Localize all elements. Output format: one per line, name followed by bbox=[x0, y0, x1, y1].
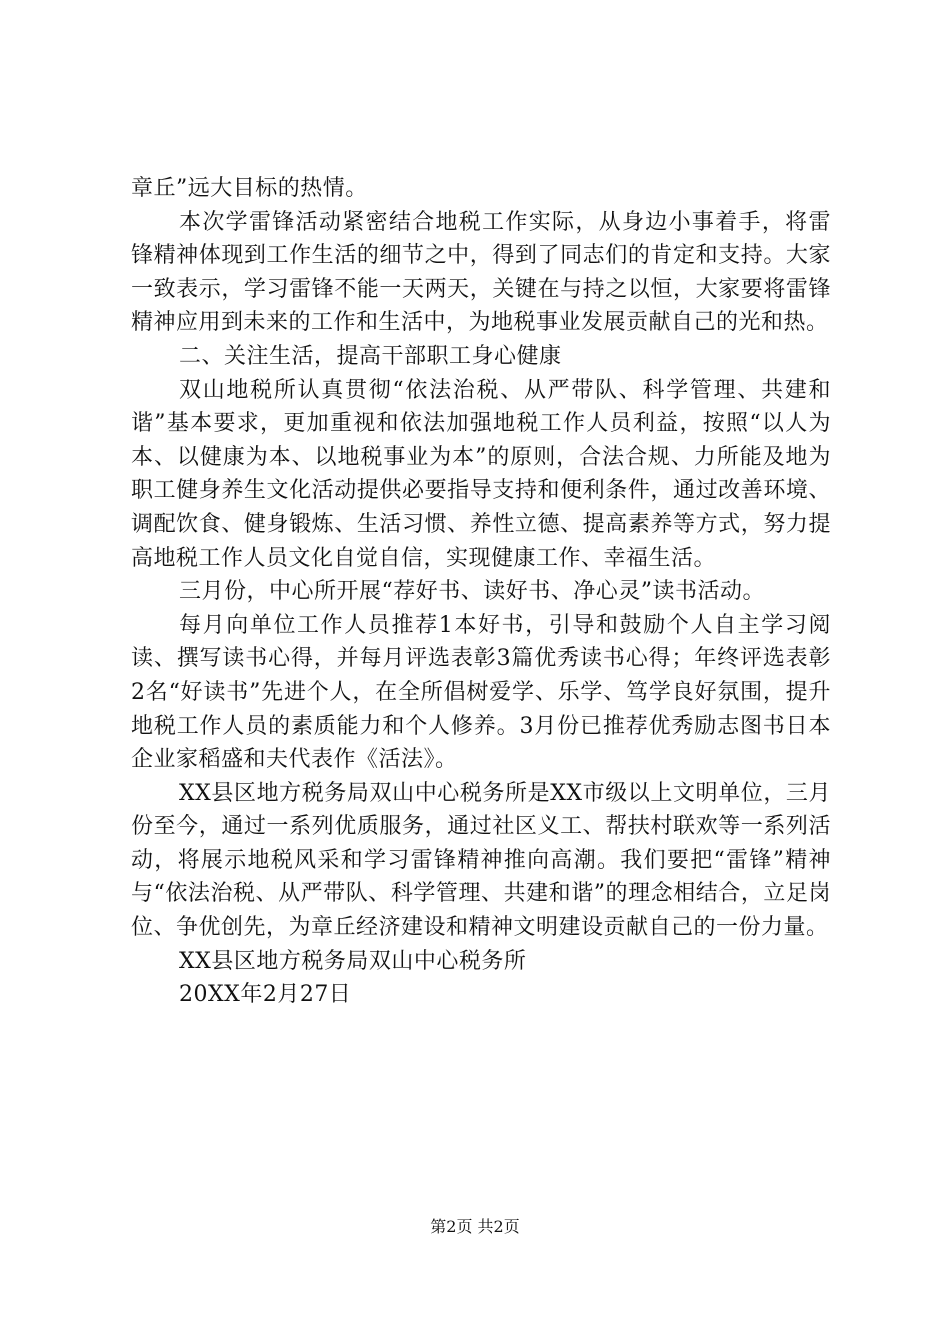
signature-organization: XX县区地方税务局双山中心税务所 bbox=[179, 948, 527, 974]
paragraph-monthly-book: 每月向单位工作人员推荐1本好书，引导和鼓励个人自主学习阅读、撰写读书心得，并每月评选表彰3篇优秀读书心得；年终评选表彰2名“好读书”先进个人，在全所倡树爱学、乐学、笃学良好氛围，提升地税工作人员的素质能力和个人修养。3月份已推荐优秀励志图书日本企业家稻盛和夫代表作《活法》。 bbox=[131, 612, 831, 773]
page-number-footer: 第2页 共2页 bbox=[430, 1217, 520, 1236]
section-heading-health: 二、关注生活，提高干部职工身心健康 bbox=[179, 343, 562, 369]
paragraph-civilized-unit: XX县区地方税务局双山中心税务所是XX市级以上文明单位，三月份至今，通过一系列优质服务，通过社区义工、帮扶村联欢等一系列活动，将展示地税风采和学习雷锋精神推向高潮。我们要把“雷锋”精神与“依法治税、从严带队、科学管理、共建和谐”的理念相结合，立足岗位、争优创先，为章丘经济建设和精神文明建设贡献自己的一份力量。 bbox=[131, 780, 831, 941]
paragraph-reading-activity: 三月份，中心所开展“荐好书、读好书、净心灵”读书活动。 bbox=[179, 579, 765, 605]
paragraph-continuation: 章丘”远大目标的热情。 bbox=[131, 176, 368, 201]
paragraph-lei-feng-activity: 本次学雷锋活动紧密结合地税工作实际，从身边小事着手，将雷锋精神体现到工作生活的细节之中，得到了同志们的肯定和支持。大家一致表示，学习雷锋不能一天两天，关键在与持之以恒，大家要将雷锋精神应用到未来的工作和生活中，为地税事业发展贡献自己的光和热。 bbox=[131, 209, 831, 336]
document-body bbox=[131, 172, 831, 1012]
paragraph-shuangshan-tax-office: 双山地税所认真贯彻“依法治税、从严带队、科学管理、共建和谐”基本要求，更加重视和依法加强地税工作人员利益，按照“以人为本、以健康为本、以地税事业为本”的原则，合法合规、力所能及地为职工健身养生文化活动提供必要指导支持和便利条件，通过改善环境、调配饮食、健身锻炼、生活习惯、养性立德、提高素养等方式，努力提高地税工作人员文化自觉自信，实现健康工作、幸福生活。 bbox=[131, 377, 831, 571]
signature-date: 20XX年2月27日 bbox=[179, 982, 352, 1008]
